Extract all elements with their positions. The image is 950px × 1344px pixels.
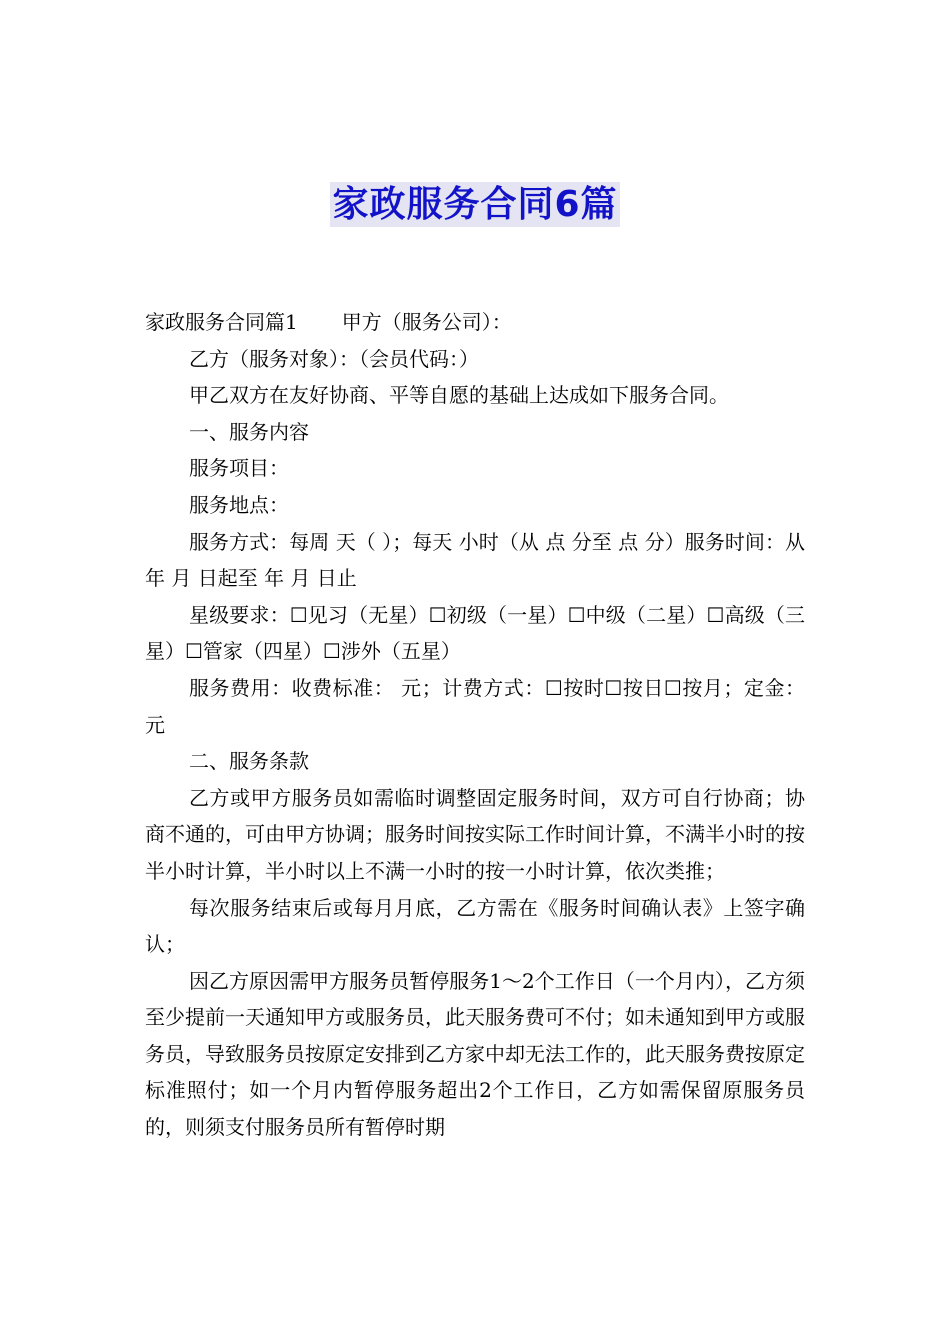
paragraph: 甲乙双方在友好协商、平等自愿的基础上达成如下服务合同。 <box>189 383 729 408</box>
paragraph: 星级要求：☐见习（无星）☐初级（一星）☐中级（二星）☐高级（三星）☐管家（四星）☐涉外（五星） <box>145 602 805 664</box>
paragraph: 服务项目： <box>189 456 289 481</box>
paragraph: 乙方（服务对象）：（会员代码：） <box>189 346 479 371</box>
paragraph: 因乙方原因需甲方服务员暂停服务1～2个工作日（一个月内），乙方须至少提前一天通知甲方或服务员，此天服务费可不付；如未通知到甲方或服务员，导致服务员按原定安排到乙方家中却无法工作的，此天服务费按原定标准照付；如一个月内暂停服务超出2个工作日，乙方如需保留原服务员的，则须支付服务员所有暂停时期 <box>145 968 805 1140</box>
contract-heading-label: 家政服务合同篇1 <box>145 310 298 334</box>
party-a-line: 甲方（服务公司）： <box>341 310 512 334</box>
paragraph: 服务地点： <box>189 492 289 517</box>
heading-line <box>145 304 805 341</box>
section-heading: 二、服务条款 <box>189 749 309 774</box>
paragraph: 每次服务结束后或每月月底，乙方需在《服务时间确认表》上签字确认； <box>145 895 805 957</box>
document-title <box>0 176 950 227</box>
document-body <box>145 304 805 1146</box>
paragraph: 乙方或甲方服务员如需临时调整固定服务时间，双方可自行协商；协商不通的，可由甲方协调；服务时间按实际工作时间计算，不满半小时的按半小时计算，半小时以上不满一小时的按一小时计算，依次类推； <box>145 785 805 883</box>
paragraph: 服务方式：每周 天（ ）；每天 小时（从 点 分至 点 分）服务时间：从 年 月 日起至 年 月 日止 <box>145 529 805 591</box>
paragraph: 服务费用：收费标准： 元；计费方式：☐按时☐按日☐按月；定金： 元 <box>145 675 805 737</box>
section-heading: 一、服务内容 <box>189 419 309 444</box>
document-title-text: 家政服务合同6篇 <box>332 184 618 225</box>
